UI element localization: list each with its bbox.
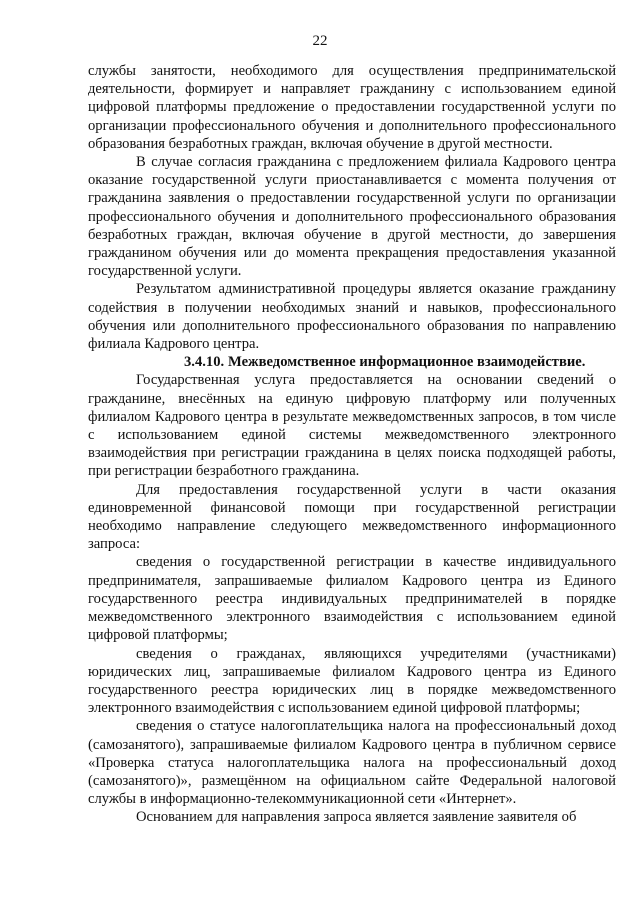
list-item: сведения о государственной регистрации в качестве индивидуального предпринимателя, запрашиваемые филиалом Кадрового центра из Единого государственного реестра индивидуальных предпринимателей в порядке межведомственного электронного взаимодействия с использованием единой цифровой платформы; (88, 554, 616, 644)
paragraph: Для предоставления государственной услуги в части оказания единовременной финансовой помощи при государственной регистрации необходимо направление следующего межведомственного информационного запроса: (88, 481, 616, 553)
paragraph: В случае согласия гражданина с предложением филиала Кадрового центра оказание государственной услуги приостанавливается с момента получения от гражданина заявления о предоставлении государственной услуги по организации профессионального обучения и дополнительного профессионального образования безработных граждан, включая обучение в другой местности, до завершения гражданином обучения или до момента прекращения предоставления указанной государственной услуги. (88, 154, 616, 280)
list-item: сведения о статусе налогоплательщика налога на профессиональный доход (самозанятого), запрашиваемые филиалом Кадрового центра в публичном сервисе «Проверка статуса налогоплательщика налога на профессиональный доход (самозанятого)», размещённом на официальном сайте Федеральной налоговой службы в информационно-телекоммуникационной сети «Интернет». (88, 718, 616, 808)
document-body (88, 62, 616, 827)
section-title: Межведомственное информационное взаимодействие. (228, 354, 586, 371)
paragraph: службы занятости, необходимого для осуществления предпринимательской деятельности, формирует и направляет гражданину с использованием единой цифровой платформы предложение о предоставлении государственной услуги по организации профессионального обучения и дополнительного профессионального образования безработных граждан, включая обучение в другой местности. (88, 63, 616, 152)
paragraph: Основанием для направления запроса является заявление заявителя об (136, 809, 577, 826)
paragraph: Результатом административной процедуры является оказание гражданину содействия в получении необходимых знаний и навыков, профессионального обучения или дополнительного профессионального образования по направлению филиала Кадрового центра. (88, 281, 616, 353)
section-number: 3.4.10. (184, 354, 225, 371)
page-number: 22 (312, 33, 328, 49)
list-item: сведения о гражданах, являющихся учредителями (участниками) юридических лиц, запрашиваемые филиалом Кадрового центра из Единого государственного реестра юридических лиц в порядке межведомственного электронного взаимодействия с использованием единой цифровой платформы; (88, 645, 616, 717)
paragraph: Государственная услуга предоставляется на основании сведений о гражданине, внесённых на единую цифровую платформу или полученных филиалом Кадрового центра в результате межведомственных запросов, в том числе с использованием единой системы межведомственного электронного взаимодействия при регистрации гражданина в целях поиска подходящей работы, при регистрации безработного гражданина. (88, 372, 616, 480)
section-heading (88, 353, 616, 371)
